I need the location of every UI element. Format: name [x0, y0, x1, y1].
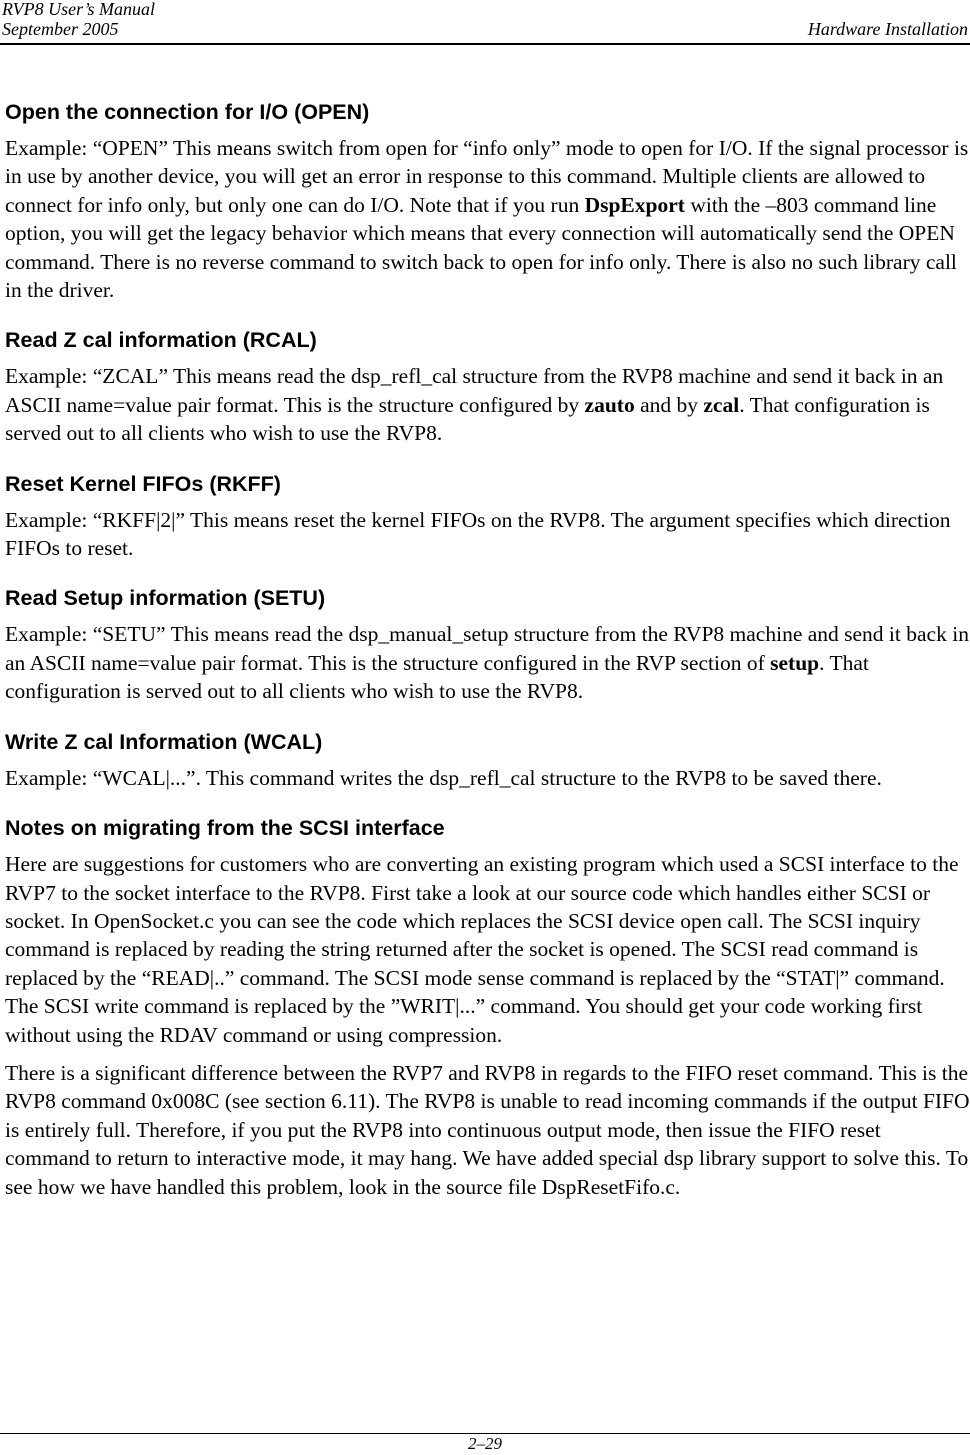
manual-date: September 2005: [2, 19, 119, 39]
command-name: setup: [770, 650, 820, 675]
header-rule: [0, 43, 970, 45]
text-run: Example: “ZCAL” This means read the dsp_refl_cal structure from the RVP8 machine and send it back in an ASCII name=value pair format. This is the structure configured by: [5, 364, 944, 417]
section-heading: Open the connection for I/O (OPEN): [5, 100, 370, 124]
command-name: DspExport: [584, 192, 685, 217]
section-scsi-notes: [5, 814, 970, 1201]
page-body: [5, 98, 970, 1223]
text-run: and by: [634, 392, 704, 417]
text-run: . That configuration is served out to all clients who wish to use the RVP8.: [5, 392, 930, 446]
section-heading: Notes on migrating from the SCSI interface: [5, 816, 445, 841]
section-paragraph: [5, 362, 970, 447]
section-paragraph: Example: “WCAL|...”. This command writes the dsp_refl_cal structure to the RVP8 to be saved there.: [5, 765, 882, 790]
chapter-title: Hardware Installation: [807, 19, 968, 39]
text-run: . That configuration is served out to all clients who wish to use the RVP8.: [5, 650, 869, 704]
section-heading: Write Z cal Information (WCAL): [5, 729, 323, 754]
section-paragraph: Example: “RKFF|2|” This means reset the kernel FIFOs on the RVP8. The argument specifies which direction FIFOs to reset.: [5, 507, 951, 561]
page-header: [0, 0, 970, 46]
text-run: Example: “OPEN” This means switch from open for “info only” mode to open for I/O. If the signal processor is in use by another device, you will get an error in response to this command. Multiple clients are allowed to connect for info only, but only one can do I/O. Note that if you run: [5, 136, 969, 217]
section-open: [5, 98, 970, 304]
page-number: 2–29: [468, 1434, 502, 1453]
section-heading: Reset Kernel FIFOs (RKFF): [5, 471, 281, 496]
section-heading: Read Z cal information (RCAL): [5, 328, 317, 353]
section-setu: [5, 584, 970, 705]
section-wcal: [5, 728, 970, 792]
command-name: zauto: [584, 392, 635, 417]
section-rcal: [5, 326, 970, 447]
command-name: zcal: [703, 392, 740, 417]
section-heading: Read Setup information (SETU): [5, 586, 326, 611]
section-rkff: [5, 470, 970, 563]
text-run: Example: “SETU” This means read the dsp_manual_setup structure from the RVP8 machine and send it back in an ASCII name=value pair format. This is the structure configured in the RVP section of: [5, 622, 969, 675]
section-paragraph: [5, 620, 970, 705]
manual-title: RVP8 User’s Manual: [2, 0, 155, 19]
text-run: with the –803 command line option, you will get the legacy behavior which means that every connection will automatically send the OPEN command. There is no reverse command to switch back to open for info only. There is also no such library call in the driver.: [5, 192, 957, 303]
section-paragraph: Here are suggestions for customers who are converting an existing program which used a SCSI interface to the RVP7 to the socket interface to the RVP8. First take a look at our source code which handles either SCSI or socket. In OpenSocket.c you can see the code which replaces the SCSI device open call. The SCSI inquiry command is replaced by reading the string returned after the socket is opened. The SCSI read command is replaced by the “READ|..” command. The SCSI mode sense command is replaced by the “STAT|” command. The SCSI write command is replaced by the ”WRIT|...” command. You should get your code working first without using the RDAV command or using compression.: [5, 852, 959, 1047]
section-paragraph: [5, 134, 970, 304]
section-paragraph: There is a significant difference between the RVP7 and RVP8 in regards to the FIFO reset command. This is the RVP8 command 0x008C (see section 6.11). The RVP8 is unable to read incoming commands if the output FIFO is entirely full. Therefore, if you put the RVP8 into continuous output mode, then issue the FIFO reset command to return to interactive mode, it may hang. We have added special dsp library support to solve this. To see how we have handled this problem, look in the source file DspResetFifo.c.: [5, 1060, 970, 1199]
